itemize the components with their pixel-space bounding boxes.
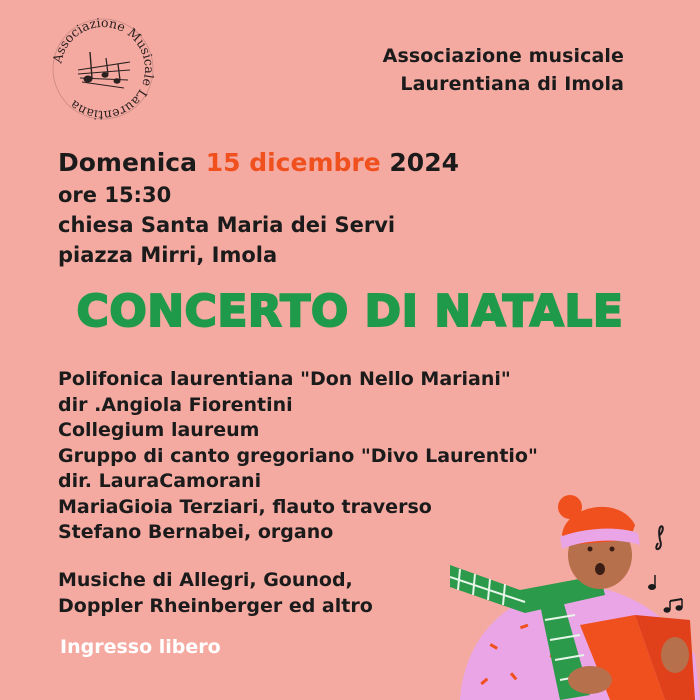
organization-line-1: Associazione musicale bbox=[382, 45, 624, 67]
performer-line: Gruppo di canto gregoriano "Divo Laurentio" bbox=[58, 444, 538, 467]
performer-line: dir .Angiola Fiorentini bbox=[58, 393, 293, 416]
event-time: ore 15:30 bbox=[58, 183, 172, 207]
organization-name bbox=[383, 42, 624, 98]
event-date bbox=[58, 146, 459, 180]
logo-text: Associazione Musicale Laurentiana bbox=[49, 14, 158, 124]
free-entry-label: Ingresso libero bbox=[60, 636, 221, 658]
concert-title: CONCERTO DI NATALE bbox=[76, 286, 624, 337]
event-day: Domenica bbox=[58, 148, 197, 177]
event-details bbox=[58, 146, 459, 270]
caroling-singer-icon bbox=[450, 495, 700, 700]
performer-line: Polifonica laurentiana "Don Nello Mariani" bbox=[58, 368, 511, 390]
performer-line: dir. LauraCamorani bbox=[58, 470, 262, 492]
association-logo bbox=[48, 14, 158, 124]
performer-line: Collegium laureum bbox=[58, 419, 260, 441]
program-notes bbox=[58, 568, 373, 619]
event-year: 2024 bbox=[389, 148, 459, 177]
program-line: Musiche di Allegri, Gounod, bbox=[58, 569, 353, 591]
organization-line-2: Laurentiana di Imola bbox=[400, 73, 624, 95]
event-venue: chiesa Santa Maria dei Servi bbox=[58, 213, 396, 237]
performer-line: Stefano Bernabei, organo bbox=[58, 521, 334, 543]
event-address: piazza Mirri, Imola bbox=[58, 243, 278, 267]
performer-line: MariaGioia Terziari, flauto traverso bbox=[58, 495, 432, 518]
musical-notes-icon bbox=[78, 52, 130, 88]
program-line: Doppler Rheinberger ed altro bbox=[58, 594, 373, 617]
event-date-highlight: 15 dicembre bbox=[205, 148, 381, 177]
